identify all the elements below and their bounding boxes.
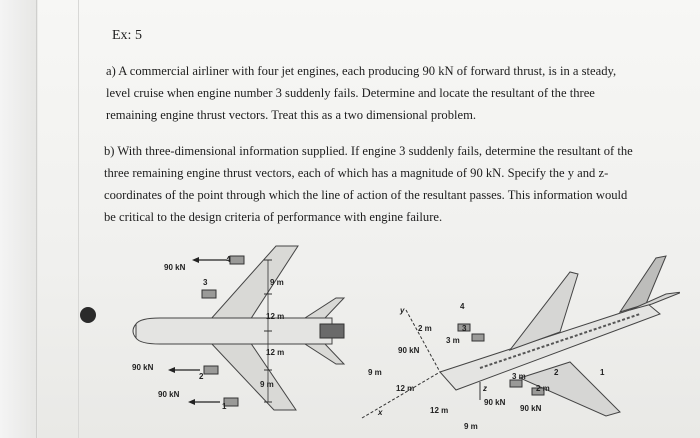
engine-2-nacelle — [204, 366, 218, 374]
axis-y-line — [406, 310, 440, 372]
force-label: 90 kN — [484, 398, 506, 407]
axis-label: y — [400, 306, 405, 315]
force-label: 90 kN — [164, 263, 186, 272]
dimension-label: 9 m — [368, 368, 382, 377]
horizontal-tail-upper — [305, 298, 344, 318]
engine-4-nacelle — [230, 256, 244, 264]
engine-number: 4 — [226, 255, 231, 264]
engine-number: 1 — [600, 368, 605, 377]
dimension-label: 9 m — [260, 380, 274, 389]
axis-label: x — [378, 408, 383, 417]
force-label: 90 kN — [132, 363, 154, 372]
dimension-label: 12 m — [266, 348, 285, 357]
airliner-figures — [100, 232, 680, 438]
part-b-line: coordinates of the point through which the line of action of the resultant passes. This information would — [104, 188, 628, 202]
problem-part-b — [104, 140, 664, 228]
dimension-label: 9 m — [270, 278, 284, 287]
engine-number: 1 — [222, 402, 227, 411]
horizontal-tail-lower — [305, 344, 344, 364]
dimension-label: 12 m — [266, 312, 285, 321]
3d-engine-2 — [510, 380, 522, 387]
dimension-label: 3 m — [512, 372, 526, 381]
engine-3-nacelle — [202, 290, 216, 298]
dimension-label: 12 m — [396, 384, 415, 393]
thrust-arrowhead-top — [192, 257, 199, 263]
force-label: 90 kN — [398, 346, 420, 355]
vertical-tail — [320, 324, 344, 338]
engine-number: 2 — [554, 368, 559, 377]
force-label: 90 kN — [158, 390, 180, 399]
upper-wing — [210, 246, 298, 320]
problem-part-a — [106, 60, 666, 126]
thrust-arrowhead-mid — [168, 367, 175, 373]
engine-number: 3 — [203, 278, 208, 287]
engine-number: 3 — [462, 324, 467, 333]
3d-vertical-tail — [620, 256, 666, 312]
page-edge — [78, 0, 79, 438]
3d-engine-3 — [472, 334, 484, 341]
dimension-label: 2 m — [418, 324, 432, 333]
force-label: 90 kN — [520, 404, 542, 413]
part-a-line: a) A commercial airliner with four jet engines, each producing 90 kN of forward thrust, is in a steady, — [106, 64, 617, 78]
axis-label: z — [483, 384, 487, 393]
recording-dot — [80, 307, 96, 323]
engine-number: 2 — [199, 372, 204, 381]
engine-number: 4 — [460, 302, 465, 311]
part-a-line: level cruise when engine number 3 suddenly fails. Determine and locate the resultant of the three — [106, 86, 595, 100]
fuselage — [136, 318, 332, 344]
part-b-line: three remaining engine thrust vectors, each of which has a magnitude of 90 kN. Specify the y and z- — [104, 166, 609, 180]
dimension-label: 3 m — [446, 336, 460, 345]
part-b-line: be critical to the design criteria of performance with engine failure. — [104, 210, 443, 224]
dimension-label: 9 m — [464, 422, 478, 431]
exercise-heading: Ex: 5 — [112, 28, 142, 43]
dimension-label: 12 m — [430, 406, 449, 415]
viewer-left-margin — [0, 0, 37, 438]
part-a-line: remaining engine thrust vectors. Treat this as a two dimensional problem. — [106, 108, 477, 122]
thrust-arrowhead-bottom — [188, 399, 195, 405]
part-b-line: b) With three-dimensional information supplied. If engine 3 suddenly fails, determine the resultant of the — [104, 144, 633, 158]
airplane-top-view-diagram — [100, 232, 680, 438]
axis-x-line — [362, 372, 440, 418]
dimension-label: 2 m — [536, 384, 550, 393]
